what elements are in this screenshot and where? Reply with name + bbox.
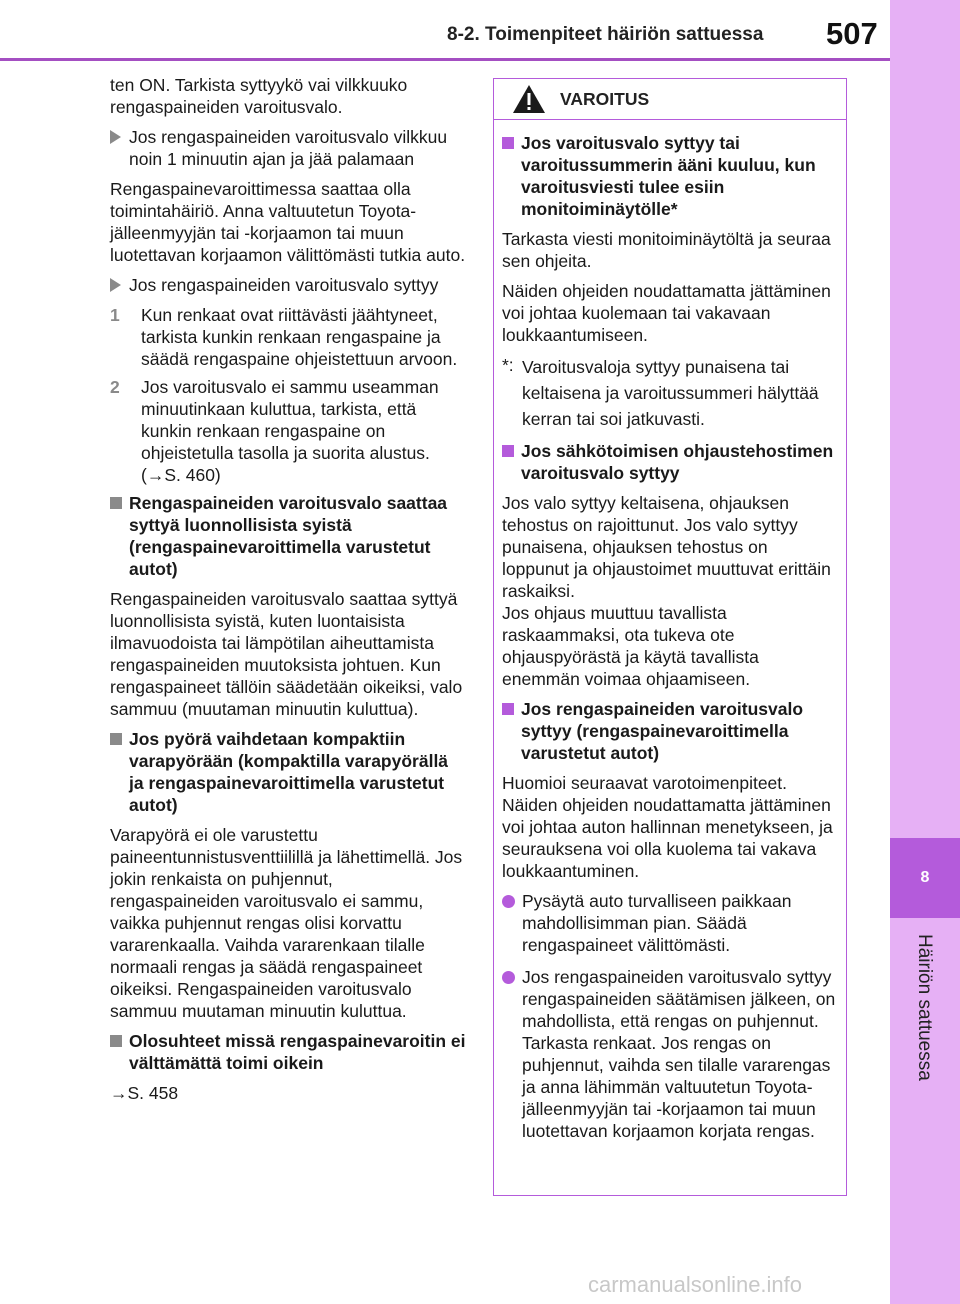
- step-number: 2: [110, 377, 120, 397]
- section-heading-text: Jos rengaspaineiden varoitusvalo syttyy (rengaspainevaroittimella varustetut autot): [521, 699, 804, 763]
- page-number: 507: [826, 16, 878, 51]
- watermark: carmanualsonline.info: [588, 1272, 803, 1297]
- dot-bullet-text: Jos rengaspaineiden varoitusvalo syttyy rengaspaineiden säätämisen jälkeen, on mahdollista, että rengas on puhjennut. Tarkasta renkaat. Jos rengas on puhjennut, vaihda sen tilalle vararengas ja anna lähimmän valtuutetun Toyota-jälleenmyyjän tai -korjaamon tai muun luotettavan korjaamon korjata rengas.: [522, 967, 836, 1141]
- section-heading-text: Rengaspaineiden varoitusvalo saattaa syttyä luonnollisista syistä (rengaspainevaroittimella varustetut autot): [129, 493, 448, 579]
- section-heading: [502, 698, 838, 764]
- paragraph: Tarkasta viesti monitoiminäytöltä ja seuraa sen ohjeita.: [502, 229, 831, 271]
- step-text: Jos varoitusvalo ei sammu useamman minuutinkaan kuluttua, tarkista, että kunkin renkaan rengaspaine on ohjeistetulla tasolla ja suorita alustus. (→S. 460): [141, 377, 439, 485]
- page-reference-link[interactable]: →S. 458: [110, 1083, 179, 1103]
- chapter-tab[interactable]: [890, 838, 960, 918]
- section-heading: [110, 1030, 466, 1074]
- paragraph: Jos ohjaus muuttuu tavallista raskaammaksi, ota tukeva ote ohjauspyörästä ja käytä tavallista enemmän voimaa ohjaamiseen.: [502, 603, 759, 689]
- warning-title-bar: [494, 79, 846, 120]
- triangle-bullet-icon: [110, 130, 121, 144]
- warning-body: [494, 120, 846, 1142]
- paragraph: Rengaspainevaroittimessa saattaa olla toimintahäiriö. Anna valtuutetun Toyota-jälleenmyyjän tai -korjaamon tai muun luotettavan korjaamon välittömästi tutkia auto.: [110, 179, 466, 265]
- dot-bullet-item: [502, 966, 838, 1142]
- step-item: [110, 304, 466, 370]
- square-bullet-icon: [110, 497, 122, 509]
- triangle-bullet-icon: [110, 278, 121, 292]
- paragraph: Rengaspaineiden varoitusvalo saattaa syttyä luonnollisista syistä, kuten luontaisista ilmavuodoista tai lämpötilan aiheuttamista rengaspaineiden muutoksista johtuen. Kun rengaspaineet tällöin säädetään oikeiksi, valo sammuu (muutaman minuutin kuluttua).: [110, 589, 463, 719]
- dot-bullet-icon: [502, 895, 515, 908]
- bullet-text: Jos rengaspaineiden varoitusvalo vilkkuu noin 1 minuutin ajan ja jää palamaan: [129, 127, 448, 169]
- section-heading: [502, 132, 838, 220]
- square-bullet-icon: [110, 1035, 122, 1047]
- section-heading-text: Jos pyörä vaihdetaan kompaktiin varapyörään (kompaktilla varapyörällä ja rengaspainevaroittimella varustetut autot): [129, 729, 449, 815]
- chapter-number: 8: [920, 869, 930, 886]
- section-heading-text: Jos varoitusvalo syttyy tai varoitussummerin ääni kuuluu, kun varoitusviesti tulee esiin monitoiminäytölle*: [521, 133, 816, 219]
- dot-bullet-icon: [502, 971, 515, 984]
- warning-triangle-icon: [512, 84, 546, 114]
- bullet-text: Jos rengaspaineiden varoitusvalo syttyy: [129, 275, 439, 295]
- header-title: 8-2. Toimenpiteet häiriön sattuessa: [447, 24, 764, 45]
- dot-bullet-item: [502, 890, 838, 956]
- footnote-mark: *:: [502, 355, 514, 375]
- square-bullet-icon: [502, 137, 514, 149]
- square-bullet-icon: [110, 733, 122, 745]
- dot-bullet-text: Pysäytä auto turvalliseen paikkaan mahdollisimman pian. Säädä rengaspaineet välittömästi.: [522, 891, 792, 955]
- square-bullet-icon: [502, 445, 514, 457]
- warning-column: [493, 78, 847, 1196]
- paragraph: Jos valo syttyy keltaisena, ohjauksen tehostus on rajoittunut. Jos valo syttyy punaisena, ohjauksen tehostus on loppunut ja ohjaustoimet muuttuvat erittäin raskaiksi.: [502, 493, 831, 601]
- left-column: [110, 74, 466, 1112]
- chapter-label: Häiriön sattuessa: [914, 934, 935, 1081]
- section-heading-text: Jos sähkötoimisen ohjaustehostimen varoitusvalo syttyy: [521, 441, 834, 483]
- section-heading-text: Olosuhteet missä rengaspainevaroitin ei välttämättä toimi oikein: [129, 1031, 466, 1073]
- bullet-item: [110, 126, 466, 170]
- warning-box: [493, 78, 847, 1196]
- square-bullet-icon: [502, 703, 514, 715]
- section-heading: [502, 440, 838, 484]
- warning-title: VAROITUS: [560, 88, 650, 109]
- section-heading: [110, 492, 466, 580]
- chapter-side-strip: [890, 0, 960, 1304]
- paragraph: ten ON. Tarkista syttyykö vai vilkkuuko rengaspaineiden varoitusvalo.: [110, 75, 408, 117]
- footnote: [502, 354, 838, 432]
- section-heading: [110, 728, 466, 816]
- header-rule: [0, 58, 890, 61]
- bullet-item: [110, 274, 466, 296]
- step-item: [110, 376, 466, 486]
- paragraph: Varapyörä ei ole varustettu paineentunnistusventtiilillä ja lähettimellä. Jos jokin renkaista on puhjennut, rengaspaineiden varoitusvalo ei sammu, vaikka puhjennut rengas olisi korvattu vararenkaalla. Vaihda vararenkaan tilalle normaali rengas ja säädä rengaspaineet oikeiksi. Rengaspaineiden varoitusvalo sammuu muutaman minuutin kuluttua.: [110, 825, 463, 1021]
- paragraph: Huomioi seuraavat varotoimenpiteet. Näiden ohjeiden noudattamatta jättäminen voi johtaa auton hallinnan menetykseen, ja seurauksena voi olla kuolema tai vakava loukkaantuminen.: [502, 773, 833, 881]
- paragraph: Näiden ohjeiden noudattamatta jättäminen voi johtaa kuolemaan tai vakavaan loukkaantumiseen.: [502, 281, 831, 345]
- footnote-text: Varoitusvaloja syttyy punaisena tai keltaisena ja varoitussummeri hälyttää kerran tai soi jatkuvasti.: [522, 357, 819, 429]
- step-number: 1: [110, 305, 120, 325]
- step-text: Kun renkaat ovat riittävästi jäähtyneet, tarkista kunkin renkaan rengaspaine ja säädä rengaspaine ohjeistettuun arvoon.: [141, 305, 458, 369]
